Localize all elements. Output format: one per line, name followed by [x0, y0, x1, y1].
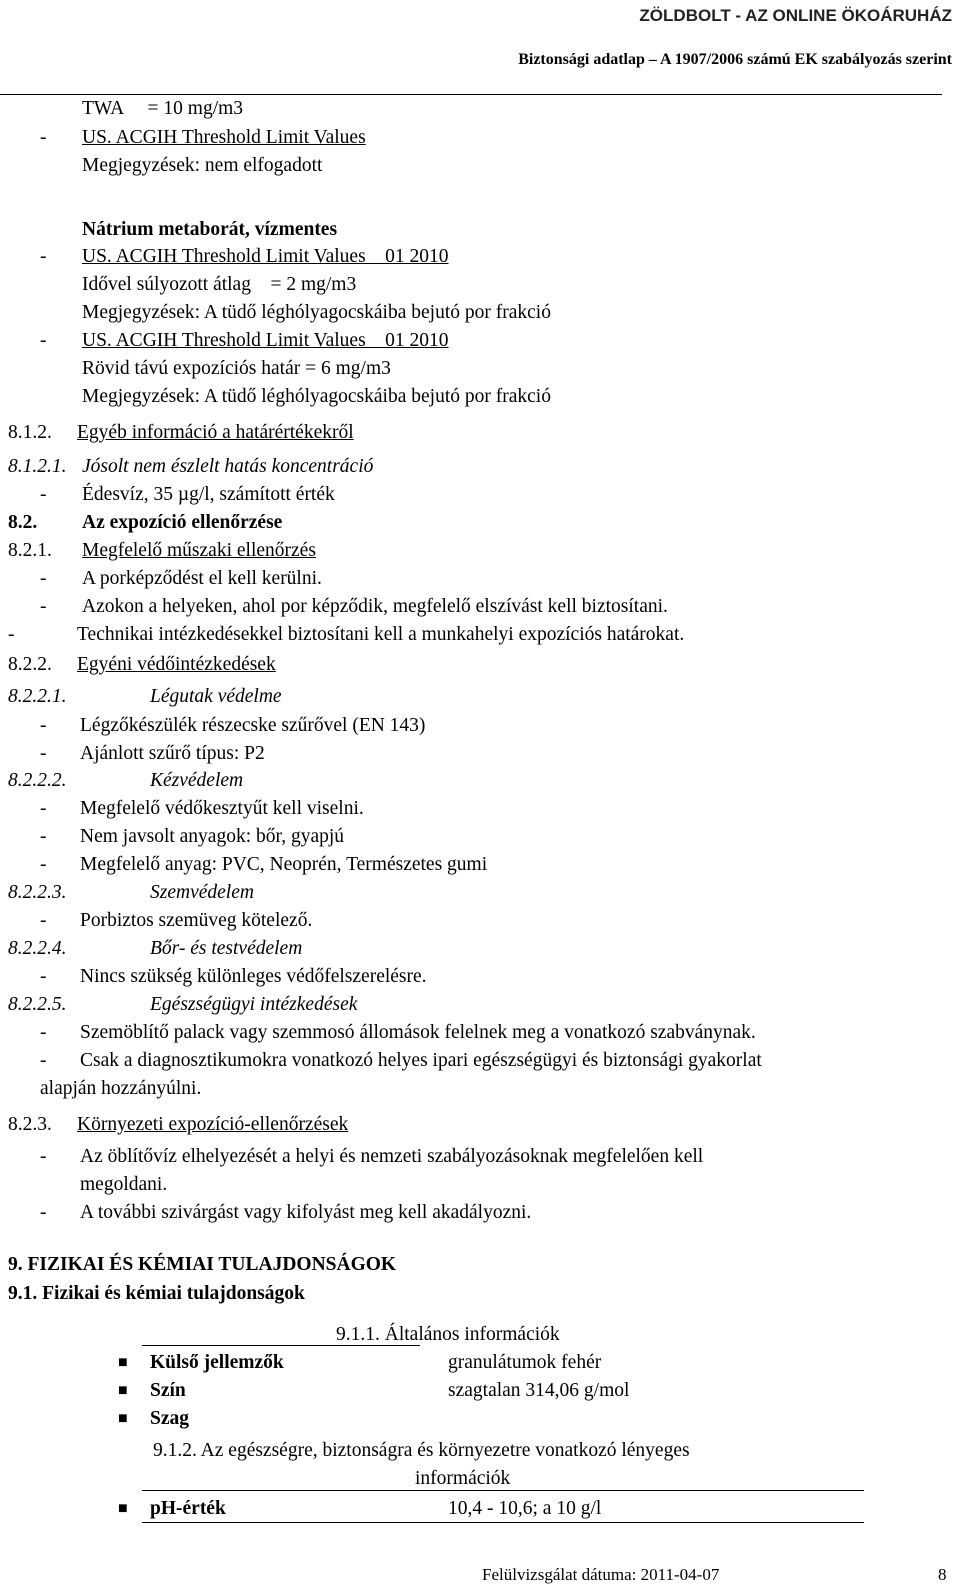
section-title: Egészségügyi intézkedések [150, 994, 358, 1015]
list-item: Nem javsolt anyagok: bőr, gyapjú [80, 826, 345, 847]
dash: - [40, 854, 47, 875]
twa-value: TWA = 10 mg/m3 [82, 98, 244, 119]
dash: - [40, 1146, 47, 1167]
list-item: A további szivárgást vagy kifolyást meg kell akadályozni. [80, 1202, 532, 1223]
us-acgih-label: US. ACGIH Threshold Limit Values 01 2010 [82, 246, 449, 267]
section-title: Egyéni védőintézkedések [77, 654, 276, 675]
section-number: 8.2.2.1. [8, 686, 67, 707]
list-item-continued: megoldani. [80, 1174, 168, 1195]
section-title: Környezeti expozíció-ellenőrzések [77, 1114, 349, 1135]
dash: - [40, 826, 47, 847]
dash: - [40, 743, 47, 764]
remark-line: Megjegyzések: nem elfogadott [82, 155, 323, 176]
section-number: 8.1.2.1. [8, 456, 67, 477]
stel-line: Rövid távú expozíciós határ = 6 mg/m3 [82, 358, 391, 379]
property-label: pH-érték [150, 1498, 226, 1519]
section-title: Megfelelő műszaki ellenőrzés [82, 540, 316, 561]
section-number: 8.2.2.4. [8, 938, 67, 959]
section-title: Kézvédelem [150, 770, 244, 791]
table-rule [142, 1345, 420, 1346]
section-number: 8.2.1. [8, 540, 52, 561]
us-acgih-label: US. ACGIH Threshold Limit Values [82, 127, 366, 148]
dash: - [40, 798, 47, 819]
us-acgih-label: US. ACGIH Threshold Limit Values 01 2010 [82, 330, 449, 351]
remark-line: Megjegyzések: A tüdő léghólyagocskáiba bejutó por frakció [82, 302, 551, 323]
table-rule [142, 1522, 864, 1523]
list-item: Technikai intézkedésekkel biztosítani kell a munkahelyi expozíciós határokat. [77, 624, 685, 645]
list-item: Porbiztos szemüveg kötelező. [80, 910, 313, 931]
subsection-title: 9.1.2. Az egészségre, biztonságra és környezetre vonatkozó lényeges [153, 1440, 690, 1461]
subsection-title-continued: információk [415, 1468, 511, 1489]
property-label: Külső jellemzők [150, 1352, 284, 1373]
list-item: A porképződést el kell kerülni. [82, 568, 322, 589]
header-rule [0, 94, 942, 95]
dash: - [40, 910, 47, 931]
subsection-title: 9.1.1. Általános információk [336, 1324, 560, 1345]
header-title: ZÖLDBOLT - AZ ONLINE ÖKOÁRUHÁZ [639, 6, 952, 25]
dash: - [40, 568, 47, 589]
property-label: Szín [150, 1380, 186, 1401]
bullet-icon: ■ [118, 1382, 128, 1399]
list-item: Légzőkészülék részecske szűrővel (EN 143) [80, 715, 426, 736]
dash: - [40, 330, 47, 351]
property-label: Szag [150, 1408, 189, 1429]
list-item: Megfelelő védőkesztyűt kell viselni. [80, 798, 364, 819]
dash: - [40, 246, 47, 267]
dash: - [40, 127, 47, 148]
page-number: 8 [938, 1565, 947, 1584]
twa-line: Idővel súlyozott átlag = 2 mg/m3 [82, 274, 357, 295]
dash: - [40, 484, 47, 505]
section-title: Légutak védelme [150, 686, 282, 707]
section-number: 8.2.2.2. [8, 770, 67, 791]
property-value: granulátumok fehér [448, 1352, 602, 1373]
dash: - [40, 1050, 47, 1071]
property-value: szagtalan 314,06 g/mol [448, 1380, 630, 1401]
chapter-title: 9. FIZIKAI ÉS KÉMIAI TULAJDONSÁGOK [8, 1254, 397, 1275]
remark-line: Megjegyzések: A tüdő léghólyagocskáiba bejutó por frakció [82, 386, 551, 407]
section-number: 8.2. [8, 512, 38, 533]
section-title: Bőr- és testvédelem [150, 938, 303, 959]
section-title: Az expozíció ellenőrzése [82, 512, 283, 533]
list-item-continued: alapján hozzányúlni. [40, 1078, 202, 1099]
list-item: Édesvíz, 35 µg/l, számított érték [82, 484, 335, 505]
section-number: 8.2.2.5. [8, 994, 67, 1015]
section-title: Szemvédelem [150, 882, 254, 903]
section-title: Jósolt nem észlelt hatás koncentráció [82, 456, 374, 477]
list-item: Azokon a helyeken, ahol por képződik, megfelelő elszívást kell biztosítani. [82, 596, 668, 617]
property-value: 10,4 - 10,6; a 10 g/l [448, 1498, 602, 1519]
dash: - [40, 966, 47, 987]
section-number: 8.2.2. [8, 654, 52, 675]
substance-name: Nátrium metaborát, vízmentes [82, 219, 338, 240]
bullet-icon: ■ [118, 1354, 128, 1371]
list-item: Ajánlott szűrő típus: P2 [80, 743, 265, 764]
review-date: Felülvizsgálat dátuma: 2011-04-07 [482, 1565, 720, 1584]
dash: - [40, 596, 47, 617]
section-number: 8.1.2. [8, 422, 52, 443]
section-title: 9.1. Fizikai és kémiai tulajdonságok [8, 1283, 305, 1304]
list-item: Az öblítővíz elhelyezését a helyi és nemzeti szabályozásoknak megfelelően kell [80, 1146, 704, 1167]
bullet-icon: ■ [118, 1410, 128, 1427]
list-item: Nincs szükség különleges védőfelszerelésre. [80, 966, 427, 987]
dash: - [40, 1022, 47, 1043]
section-number: 8.2.2.3. [8, 882, 67, 903]
list-item: Csak a diagnosztikumokra vonatkozó helyes ipari egészségügyi és biztonsági gyakorlat [80, 1050, 762, 1071]
dash: - [40, 715, 47, 736]
list-item: Szemöblítő palack vagy szemmosó állomások felelnek meg a vonatkozó szabványnak. [80, 1022, 756, 1043]
list-item: Megfelelő anyag: PVC, Neoprén, Természetes gumi [80, 854, 488, 875]
section-number: 8.2.3. [8, 1114, 52, 1135]
bullet-icon: ■ [118, 1500, 128, 1517]
section-title: Egyéb információ a határértékekről [77, 422, 354, 443]
table-rule [142, 1490, 864, 1491]
header-subtitle: Biztonsági adatlap – A 1907/2006 számú EK szabályozás szerint [518, 51, 952, 68]
dash: - [8, 624, 15, 645]
dash: - [40, 1202, 47, 1223]
